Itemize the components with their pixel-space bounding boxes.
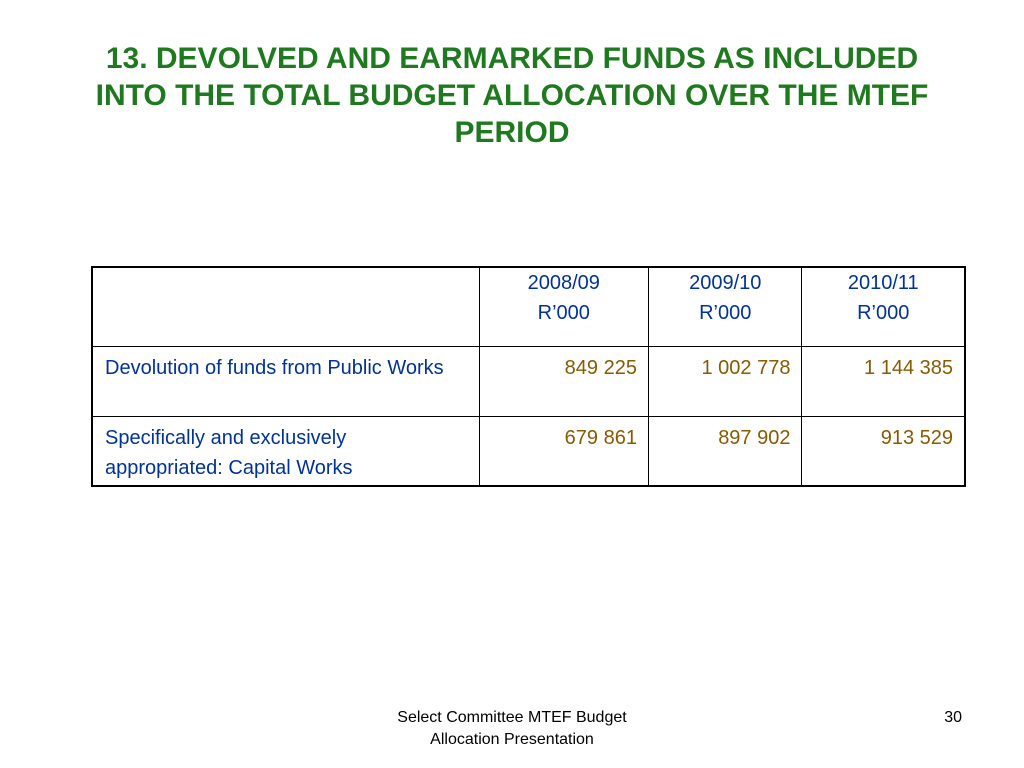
- slide-title: [20, 40, 1004, 151]
- table-row-capital-works: [92, 416, 965, 486]
- title-line-2: INTO THE TOTAL BUDGET ALLOCATION OVER THE MTEF: [95, 79, 929, 112]
- footer-line-2: Allocation Presentation: [430, 731, 594, 748]
- footer-line-1: Select Committee MTEF Budget: [397, 709, 627, 726]
- row-value-2009-10: 1 002 778: [648, 346, 802, 416]
- header-year: 2009/10: [689, 272, 762, 294]
- page-number: 30: [944, 709, 962, 726]
- row-value-2008-09: 849 225: [479, 346, 648, 416]
- header-unit: R’000: [537, 302, 590, 324]
- budget-table: [91, 266, 966, 487]
- header-cell-2009-10: [648, 267, 802, 346]
- row-value-2008-09: 679 861: [479, 416, 648, 486]
- row-value-2009-10: 897 902: [648, 416, 802, 486]
- header-unit: R’000: [699, 302, 752, 324]
- row-label: Specifically and exclusively appropriated: Capital Works: [92, 416, 479, 486]
- title-line-3: PERIOD: [454, 116, 570, 149]
- header-year: 2008/09: [527, 272, 600, 294]
- header-year: 2010/11: [847, 272, 919, 294]
- row-label: Devolution of funds from Public Works: [92, 346, 479, 416]
- header-unit: R’000: [857, 302, 910, 324]
- header-empty-cell: [92, 267, 479, 346]
- header-cell-2010-11: [802, 267, 965, 346]
- table-header-row: [92, 267, 965, 346]
- row-value-2010-11: 913 529: [802, 416, 965, 486]
- table-row-devolution: [92, 346, 965, 416]
- footer-text: [300, 707, 724, 751]
- header-cell-2008-09: [479, 267, 648, 346]
- row-value-2010-11: 1 144 385: [802, 346, 965, 416]
- title-line-1: 13. DEVOLVED AND EARMARKED FUNDS AS INCLUDED: [105, 42, 919, 75]
